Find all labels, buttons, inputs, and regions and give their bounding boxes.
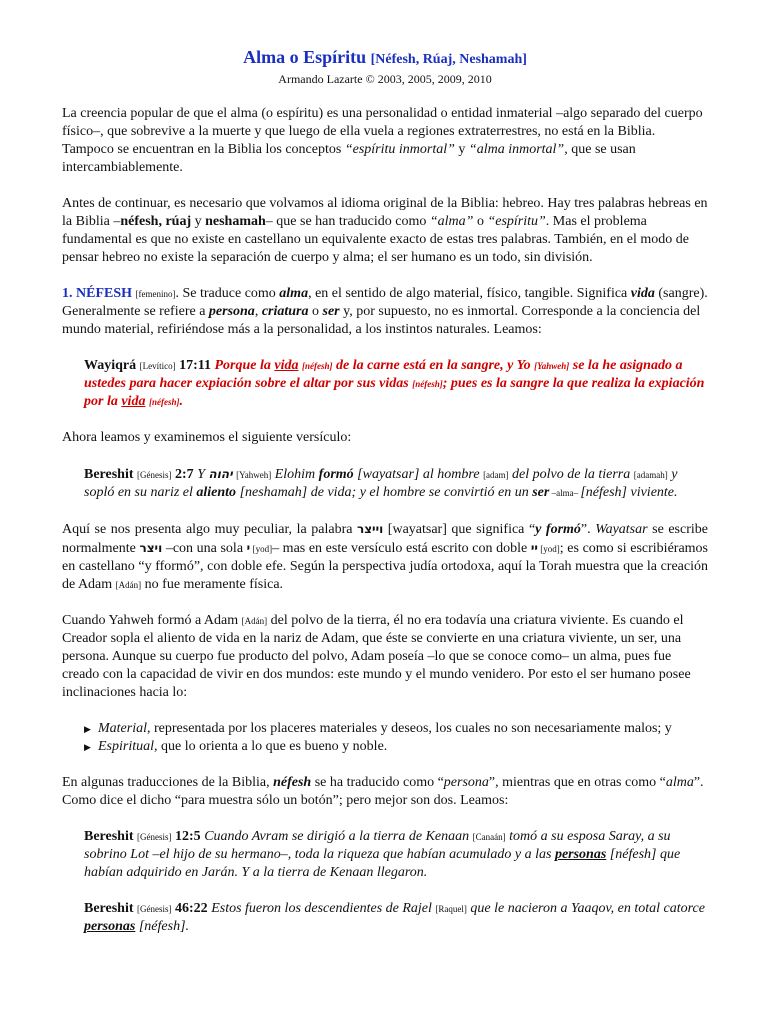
paragraph-intro — [62, 105, 708, 177]
text: y, por supuesto, no es inmortal. Corresponde a la conciencia del mundo material, refiriéndose más a la personalidad, a los instintos naturales. Leamos: — [62, 304, 701, 337]
text: La creencia popular de que el alma (o espíritu) es una personalidad o entidad inmaterial –algo separado del cuerpo físico–, que sobrevive a la muerte y que luego de ella vuela a regiones extraterrestres, no está en la Biblia. Tampoco se encuentran en la Biblia los conceptos — [62, 106, 703, 157]
list-item — [84, 738, 708, 756]
text: ”. Como dice el dicho “para muestra sólo un botón”; pero mejor son dos. Leamos: — [62, 775, 704, 808]
text: y — [191, 214, 206, 229]
author-line: Armando Lazarte © 2003, 2005, 2009, 2010 — [278, 72, 492, 86]
verse-text: [wayatsar] al hombre — [353, 467, 484, 482]
text: Antes de continuar, es necesario que volvamos al idioma original de la Biblia: hebreo. Hay tres palabras hebreas en la Biblia – — [62, 196, 708, 229]
verse-text: . — [179, 394, 183, 409]
note: [adamah] — [633, 470, 668, 480]
book-name: Bereshit — [84, 467, 134, 482]
triangle-bullet-icon: ▶ — [84, 724, 91, 734]
hebrew-word: ויצר — [139, 541, 163, 555]
note: [Yahweh] — [534, 361, 570, 371]
verse-term: formó — [318, 467, 354, 482]
list-term: Material — [98, 721, 147, 736]
book-name: Bereshit — [84, 829, 134, 844]
text: ”, mientras que en otras como “ — [488, 775, 666, 790]
verse-text: del polvo de la tierra — [508, 467, 634, 482]
paragraph-hebrew-words — [62, 195, 708, 267]
hebrew-letter: י — [246, 541, 251, 555]
quote: “alma” — [429, 214, 474, 229]
note: [néfesh] — [148, 397, 180, 407]
verse-genesis-46-22 — [84, 900, 708, 936]
verse-genesis-12-5 — [84, 828, 708, 882]
section-heading: 1. NÉFESH — [62, 286, 133, 301]
verse-text: ; pues es la sangre la que realiza la expiación por la — [84, 376, 705, 409]
note: [Canaán] — [472, 832, 506, 842]
document-title — [62, 46, 708, 71]
note: [Adán] — [241, 616, 268, 626]
text: se ha traducido como “ — [311, 775, 444, 790]
text: –con una sola — [162, 541, 247, 556]
verse-text: Elohim — [271, 467, 319, 482]
note: [Adán] — [115, 580, 142, 590]
text: del polvo de la tierra, él no era todavía una criatura viviente. Es cuando el Creador sopla el aliento de vida en la nariz de Adam, que éste se convierte en una criatura viviente, un ser, una persona. Aunque su cuerpo fue producto del polvo, Adam poseía –lo que se conoce como– un alma, pues fue creado con la capacidad de vivir en dos mundos: este mundo y el mundo venidero. Por esto el ser humano posee inclinaciones hacia lo: — [62, 613, 691, 700]
paragraph-adam — [62, 612, 708, 702]
verse-text: Cuando Avram se dirigió a la tierra de Kenaan — [200, 829, 473, 844]
text: y — [454, 142, 469, 157]
document-page — [62, 46, 708, 954]
term: persona — [208, 304, 255, 319]
verse-term: vida — [121, 394, 146, 409]
book-name: Wayiqrá — [84, 358, 137, 373]
verse-text: Estos fueron los descendientes de Rajel — [207, 901, 436, 916]
term: alma — [665, 775, 694, 790]
verse-term: personas — [554, 847, 607, 862]
verse-ref: 17:11 — [179, 358, 211, 373]
text: , en el sentido de algo material, físico, tangible. Significa — [308, 286, 631, 301]
text: En algunas traducciones de la Biblia, — [62, 775, 274, 790]
hebrew-word: יהוה — [208, 467, 233, 481]
verse-text: de la carne está en la sangre, y Yo — [332, 358, 535, 373]
text: [wayatsar] que significa “ — [383, 522, 536, 537]
verse-text: tomó a su esposa Saray, a su sobrino Lot –el hijo de su hermano–, toda la riqueza que habían acumulado y a las — [84, 829, 671, 862]
note: [yod] — [537, 544, 560, 554]
title-text: Alma o Espíritu — [243, 47, 367, 67]
note: [néfesh] — [302, 361, 333, 371]
note: [femenino] — [135, 289, 176, 299]
text: . Mas el problema fundamental es que no existe en castellano un equivalente exacto de estas tres palabras. También, en el modo de pensar hebreo no existe la separación de cuerpo y alma; el ser humano es un todo, sin división. — [62, 214, 689, 265]
verse-text: [neshamah] de vida; y el hombre se convirtió en un — [236, 485, 533, 500]
paragraph-wayatsar — [62, 520, 708, 594]
text: no fue meramente física. — [141, 577, 284, 592]
text: Cuando Yahweh formó a Adam — [62, 613, 242, 628]
text: Aquí se nos presenta algo muy peculiar, la palabra — [62, 522, 357, 537]
verse-text: que le nacieron a Yaaqov, en total catorce — [466, 901, 705, 916]
text: ; es como si escribiéramos en castellano “y fformó”, con doble efe. Según la perspectiva judía ortodoxa, aquí la Torah muestra que la creación de Adam — [62, 541, 708, 592]
verse-text: se la he asignado a ustedes para hacer expiación sobre el altar por sus vidas — [84, 358, 683, 391]
text: – mas en este versículo está escrito con doble — [272, 541, 531, 556]
verse-ref: 2:7 — [175, 467, 194, 482]
hebrew-letter: יי — [530, 541, 538, 555]
verse-ref: 46:22 — [175, 901, 208, 916]
book-name: Bereshit — [84, 901, 134, 916]
note: –alma– — [549, 488, 581, 498]
list-text: , representada por los placeres materiales y deseos, los cuales no son necesariamente malos; y — [147, 721, 672, 736]
term: alma — [279, 286, 309, 301]
verse-term: vida — [274, 358, 299, 373]
quote: “espíritu” — [487, 214, 546, 229]
verse-genesis-2-7 — [84, 465, 708, 502]
quote: “espíritu inmortal” — [344, 142, 455, 157]
verse-text: [néfesh] viviente. — [580, 485, 678, 500]
term: Wayatsar — [595, 522, 648, 537]
term: neshamah — [205, 214, 266, 229]
text: o — [308, 304, 323, 319]
term: néfesh — [273, 775, 312, 790]
text: o — [473, 214, 488, 229]
term: vida — [630, 286, 655, 301]
list-text: , que lo orienta a lo que es bueno y noble. — [154, 739, 388, 754]
verse-levitico — [84, 357, 708, 411]
inclinations-list — [84, 720, 708, 756]
term: néfesh, rúaj — [120, 214, 192, 229]
term: criatura — [261, 304, 309, 319]
text: – que se han traducido como — [265, 214, 430, 229]
triangle-bullet-icon: ▶ — [84, 742, 91, 752]
verse-text: [néfesh] que habían adquirido en Jarán. Y a la tierra de Kenaan llegaron. — [84, 847, 681, 880]
verse-term: aliento — [196, 485, 237, 500]
verse-term: personas — [84, 919, 136, 934]
text: . Se traduce como — [175, 286, 280, 301]
note: [Levítico] — [139, 361, 176, 371]
note: [Génesis] — [137, 904, 172, 914]
text: (sangre). Generalmente se refiere a — [62, 286, 708, 319]
text: , — [254, 304, 262, 319]
paragraph-examine: Ahora leamos y examinemos el siguiente versículo: — [62, 430, 352, 445]
paragraph-nefesh — [62, 285, 708, 339]
text: , que se usan intercambiablemente. — [62, 142, 636, 175]
list-item — [84, 720, 708, 738]
note: [Raquel] — [435, 904, 467, 914]
term: y formó — [535, 522, 581, 537]
note: [yod] — [250, 544, 273, 554]
title-subtitle: [Néfesh, Rúaj, Neshamah] — [370, 52, 527, 67]
paragraph-translations — [62, 774, 708, 810]
verse-text: Porque la — [211, 358, 275, 373]
note: [Génesis] — [137, 470, 172, 480]
verse-ref: 12:5 — [175, 829, 201, 844]
quote: “alma inmortal” — [468, 142, 565, 157]
note: [Génesis] — [137, 832, 172, 842]
note: [Yahweh] — [236, 470, 272, 480]
term: ser — [322, 304, 340, 319]
note: [adam] — [483, 470, 509, 480]
term: persona — [443, 775, 489, 790]
verse-text: y sopló en su nariz el — [84, 467, 678, 500]
list-term: Espiritual — [98, 739, 155, 754]
text: ”. — [580, 522, 596, 537]
text: se escribe normalmente — [62, 522, 708, 556]
hebrew-word: וייצר — [357, 522, 384, 536]
verse-text: [néfesh]. — [135, 919, 190, 934]
note: [néfesh] — [412, 379, 443, 389]
verse-term: ser — [532, 485, 550, 500]
verse-text: Y — [193, 467, 209, 482]
